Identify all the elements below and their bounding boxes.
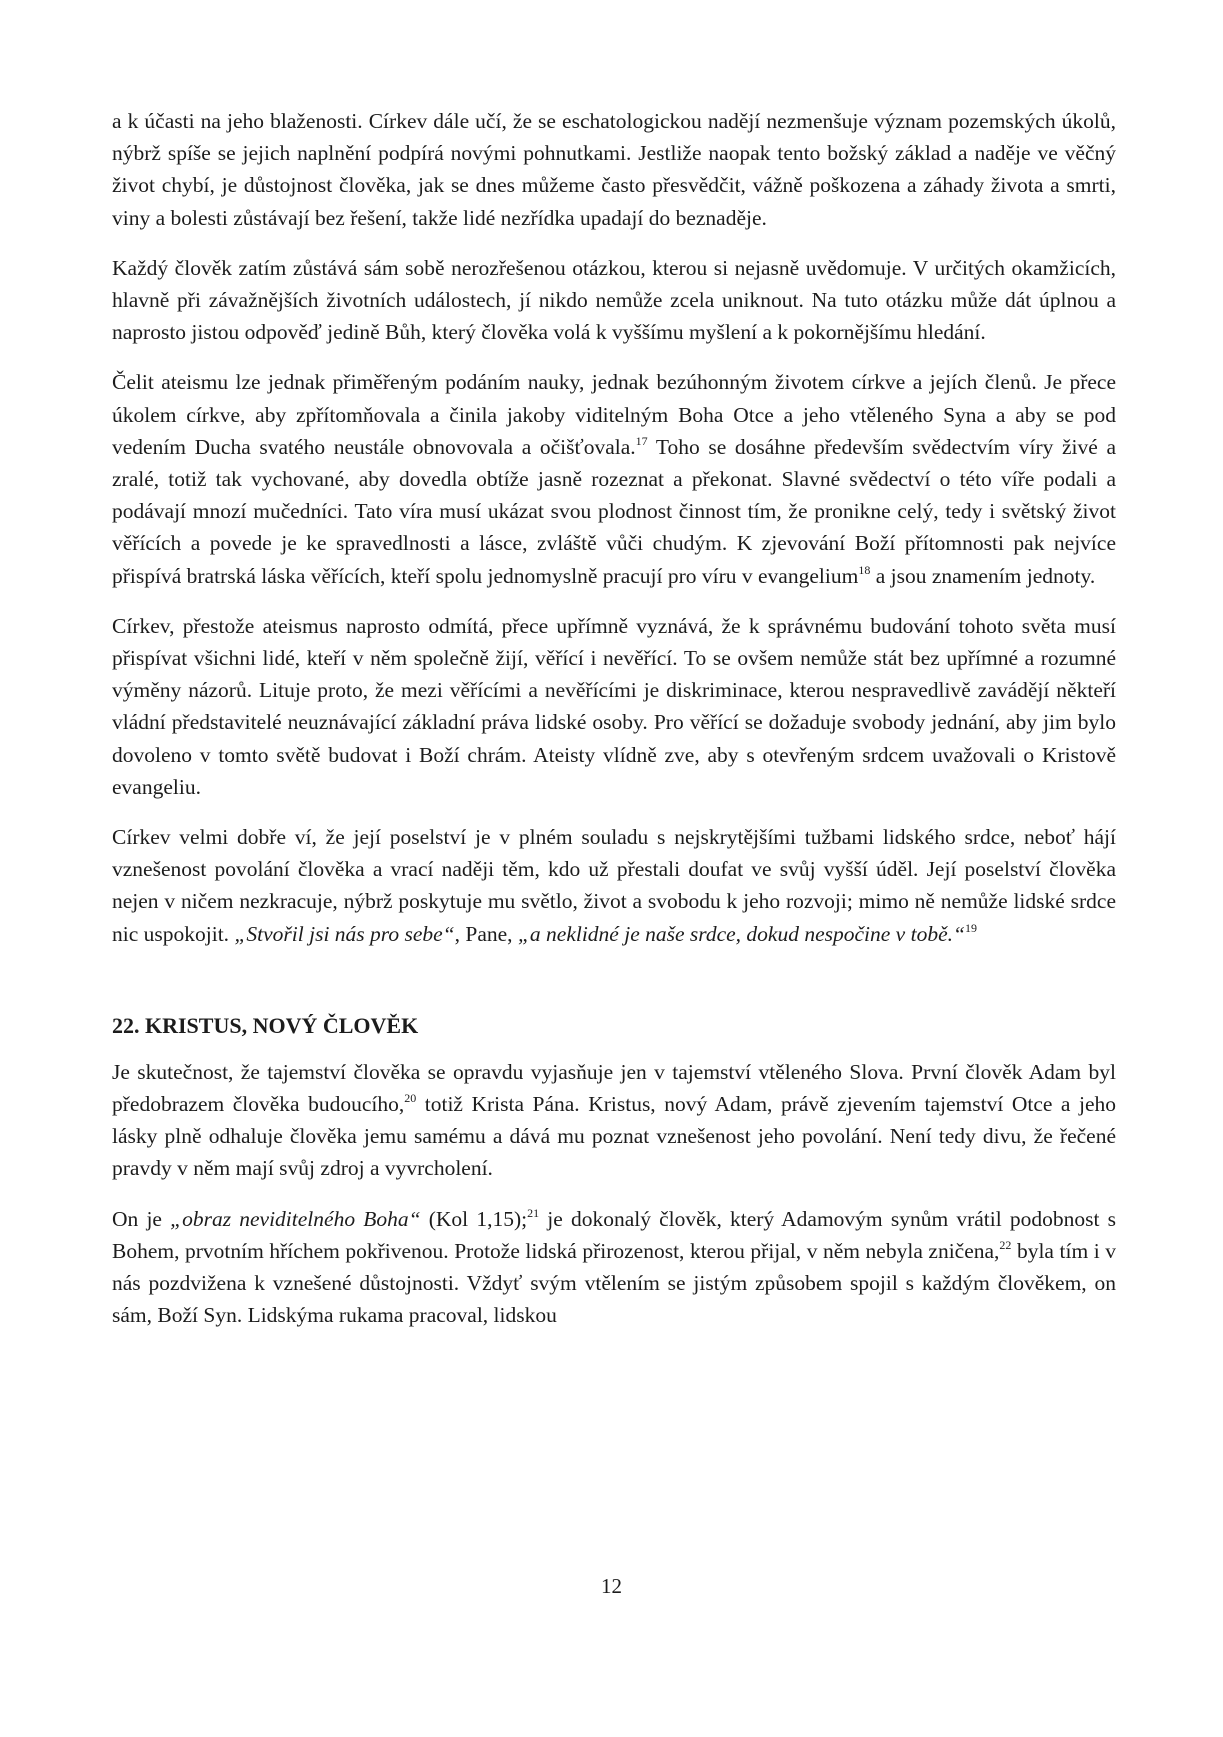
text-run: On je <box>112 1206 171 1231</box>
paragraph-p6 <box>112 1056 1116 1185</box>
paragraph-p3 <box>112 366 1116 591</box>
text-run: Toho se dosáhne především svědectvím víry živé a zralé, totiž tak vychované, aby dovedla obtíže jasně rozeznat a překonat. Slavné svědectví o této víře podali a podávají mnozí mučedníci. Tato víra musí ukázat svou plodnost činnost tím, že pronikne celý, tedy i světský život věřících a povede je ke spravedlnosti a lásce, zvláště vůči chudým. K zjevování Boží přítomnosti pak nejvíce přispívá bratrská láska věřících, kteří spolu jednomyslně pracují pro víru v evangelium <box>112 434 1116 588</box>
paragraph-p4 <box>112 610 1116 803</box>
text-run: Je skutečnost, že tajemství člověka se opravdu vyjasňuje jen v tajemství vtěleného Slova. První člověk Adam byl předobrazem člověka budoucího, <box>112 1059 1116 1117</box>
text-run: Církev, přestože ateismus naprosto odmítá, přece upřímně vyznává, že k správnému budování tohoto světa musí přispívat všichni lidé, kteří v něm společně žijí, věřící i nevěřící. To se ovšem nemůže stát bez upřímné a rozumné výměny názorů. Lituje proto, že mezi věřícími a nevěřícími je diskriminace, kterou nespravedlivě zavádějí někteří vládní představitelé neuznávající základní práva lidské osoby. Pro věřící se dožaduje svobody jednání, aby jim bylo dovoleno v tomto světě budovat i Boží chrám. Ateisty vlídně zve, aby s otevřeným srdcem uvažovali o Kristově evangeliu. <box>112 613 1116 799</box>
paragraph-p7 <box>112 1203 1116 1332</box>
footnote-ref: 19 <box>964 920 977 935</box>
paragraph-p2 <box>112 252 1116 349</box>
page-content <box>112 105 1116 1350</box>
quotation: „Stvořil jsi nás pro sebe“ <box>234 921 455 946</box>
footnote-ref: 17 <box>635 433 648 448</box>
paragraphs-after <box>112 1056 1116 1332</box>
text-run: Církev velmi dobře ví, že její poselství je v plném souladu s nejskrytějšími tužbami lidského srdce, neboť hájí vznešenost povolání člověka a vrací naději těm, kdo už přestali doufat ve svůj vyšší úděl. Její poselství člověka nejen v ničem nezkracuje, nýbrž poskytuje mu světlo, život a svobodu k jeho rozvoji; mimo ně nemůže lidské srdce nic uspokojit. <box>112 825 1116 946</box>
paragraphs-before <box>112 105 1116 950</box>
text-run: je dokonalý člověk, který Adamovým synům vrátil podobnost s Bohem, prvotním hříchem pokřivenou. Protože lidská přirozenost, kterou přijal, v něm nebyla zničena, <box>112 1206 1116 1263</box>
quotation: „obraz neviditelného Boha“ <box>170 1206 421 1231</box>
quotation: „a neklidné je naše srdce, dokud nespočine v tobě.“ <box>517 921 965 946</box>
text-run: , Pane, <box>454 921 518 946</box>
footnote-ref: 22 <box>999 1237 1012 1252</box>
text-run: a jsou znamením jednoty. <box>870 563 1096 588</box>
footnote-ref: 18 <box>858 562 871 577</box>
paragraph-p5 <box>112 821 1116 950</box>
text-run: byla tím i v nás pozdvižena k vznešené důstojnosti. Vždyť svým vtělením se jistým způsobem spojil s každým člověkem, on sám, Boží Syn. Lidskýma rukama pracoval, lidskou <box>112 1238 1116 1328</box>
text-run: totiž Krista Pána. Kristus, nový Adam, právě zjevením tajemství Otce a jeho lásky plně odhaluje člověka jemu samému a dává mu poznat vznešenost jeho povolání. Není tedy divu, že řečené pravdy v něm mají svůj zdroj a vyvrcholení. <box>112 1092 1116 1181</box>
page-number: 12 <box>601 1574 622 1598</box>
text-run: (Kol 1,15); <box>420 1206 528 1231</box>
text-run: Každý člověk zatím zůstává sám sobě nerozřešenou otázkou, kterou si nejasně uvědomuje. V určitých okamžicích, hlavně při závažnějších životních událostech, jí nikdo nemůže zcela uniknout. Na tuto otázku může dát úplnou a naprosto jistou odpověď jedině Bůh, který člověka volá k vyššímu myšlení a k pokornějšímu hledání. <box>112 255 1116 345</box>
paragraph-p1 <box>112 105 1116 234</box>
footnote-ref: 20 <box>404 1091 417 1106</box>
text-run: a k účasti na jeho blaženosti. Církev dále učí, že se eschatologickou nadějí nezmenšuje význam pozemských úkolů, nýbrž spíše se jejich naplnění podpírá novými pohnutkami. Jestliže naopak tento božský základ a naděje ve věčný život chybí, je důstojnost člověka, jak se dnes můžeme často přesvědčit, vážně poškozena a záhady života a smrti, viny a bolesti zůstávají bez řešení, takže lidé nezřídka upadají do beznaděje. <box>112 109 1116 230</box>
text-run: Čelit ateismu lze jednak přiměřeným podáním nauky, jednak bezúhonným životem církve a jejích členů. Je přece úkolem církve, aby zpřítomňovala a činila jakoby viditelným Boha Otce a jeho vtěleného Syna a aby se pod vedením Ducha svatého neustále obnovovala a očišťovala. <box>112 370 1116 459</box>
section-heading: 22. KRISTUS, NOVÝ ČLOVĚK <box>112 1012 419 1038</box>
footnote-ref: 21 <box>527 1205 540 1220</box>
